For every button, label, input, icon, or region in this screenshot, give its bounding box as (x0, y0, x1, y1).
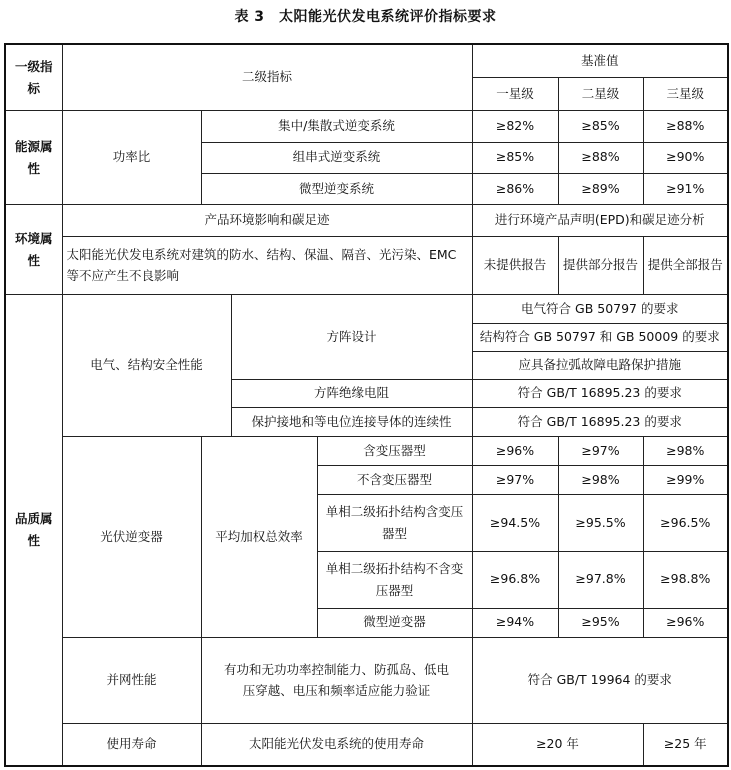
quality-life-desc: 太阳能光伏发电系统的使用寿命 (201, 723, 472, 766)
inverter-type: 含变压器型 (317, 436, 472, 465)
inverter-type: 微型逆变器 (317, 608, 472, 637)
inverter-value: ≥98.8% (643, 552, 728, 609)
inverter-value: ≥95.5% (558, 495, 643, 552)
inverter-type: 单相二级拓扑结构不含变压器型 (317, 552, 472, 609)
inverter-value: ≥96% (643, 608, 728, 637)
energy-value: ≥86% (472, 173, 558, 204)
env-report-partial: 提供部分报告 (558, 236, 643, 295)
quality-grounding-value: 符合 GB/T 16895.23 的要求 (472, 408, 728, 436)
inverter-value: ≥96.8% (472, 552, 558, 609)
energy-power-ratio: 功率比 (62, 111, 201, 205)
energy-row-label: 组串式逆变系统 (201, 142, 472, 173)
quality-req: 结构符合 GB 50797 和 GB 50009 的要求 (472, 323, 728, 351)
energy-value: ≥89% (558, 173, 643, 204)
quality-inverter: 光伏逆变器 (62, 436, 201, 637)
energy-row-label: 微型逆变系统 (201, 173, 472, 204)
inverter-value: ≥99% (643, 466, 728, 495)
env-report-full: 提供全部报告 (643, 236, 728, 295)
inverter-value: ≥97% (472, 466, 558, 495)
quality-efficiency: 平均加权总效率 (201, 436, 317, 637)
quality-grid: 并网性能 (62, 637, 201, 723)
inverter-value: ≥94% (472, 608, 558, 637)
category-env: 环境属性 (5, 205, 62, 295)
energy-value: ≥88% (643, 111, 728, 142)
quality-life-value: ≥20 年 (472, 723, 643, 766)
inverter-type: 单相二级拓扑结构含变压器型 (317, 495, 472, 552)
energy-value: ≥90% (643, 142, 728, 173)
inverter-value: ≥98% (643, 436, 728, 465)
env-report-none: 未提供报告 (472, 236, 558, 295)
env-building-impact: 太阳能光伏发电系统对建筑的防水、结构、保温、隔音、光污染、EMC 等不应产生不良影响 (62, 236, 472, 295)
energy-value: ≥82% (472, 111, 558, 142)
quality-grounding: 保护接地和等电位连接导体的连续性 (231, 408, 472, 436)
quality-safety: 电气、结构安全性能 (62, 295, 231, 437)
inverter-value: ≥97% (558, 436, 643, 465)
inverter-type: 不含变压器型 (317, 466, 472, 495)
quality-insulation-value: 符合 GB/T 16895.23 的要求 (472, 380, 728, 408)
inverter-value: ≥96% (472, 436, 558, 465)
header-star1: 一星级 (472, 77, 558, 110)
quality-grid-desc: 有功和无功功率控制能力、防孤岛、低电压穿越、电压和频率适应能力验证 (201, 637, 472, 723)
inverter-value: ≥96.5% (643, 495, 728, 552)
energy-value: ≥85% (472, 142, 558, 173)
energy-value: ≥91% (643, 173, 728, 204)
inverter-value: ≥95% (558, 608, 643, 637)
inverter-value: ≥97.8% (558, 552, 643, 609)
energy-value: ≥85% (558, 111, 643, 142)
evaluation-table (4, 43, 729, 767)
inverter-value: ≥94.5% (472, 495, 558, 552)
energy-row-label: 集中/集散式逆变系统 (201, 111, 472, 142)
quality-req: 应具备拉弧故障电路保护措施 (472, 351, 728, 379)
env-footprint-label: 产品环境影响和碳足迹 (62, 205, 472, 236)
quality-array-design: 方阵设计 (231, 295, 472, 380)
header-star3: 三星级 (643, 77, 728, 110)
header-star2: 二星级 (558, 77, 643, 110)
category-energy: 能源属性 (5, 111, 62, 205)
quality-insulation: 方阵绝缘电阻 (231, 380, 472, 408)
quality-life: 使用寿命 (62, 723, 201, 766)
header-baseline: 基准值 (472, 44, 728, 77)
header-level1: 一级指标 (5, 44, 62, 111)
energy-value: ≥88% (558, 142, 643, 173)
quality-req: 电气符合 GB 50797 的要求 (472, 295, 728, 323)
header-level2: 二级指标 (62, 44, 472, 111)
quality-grid-value: 符合 GB/T 19964 的要求 (472, 637, 728, 723)
inverter-value: ≥98% (558, 466, 643, 495)
quality-life-value: ≥25 年 (643, 723, 728, 766)
env-footprint-value: 进行环境产品声明(EPD)和碳足迹分析 (472, 205, 728, 236)
category-quality: 品质属性 (5, 295, 62, 766)
table-title: 表 3 太阳能光伏发电系统评价指标要求 (234, 9, 497, 25)
